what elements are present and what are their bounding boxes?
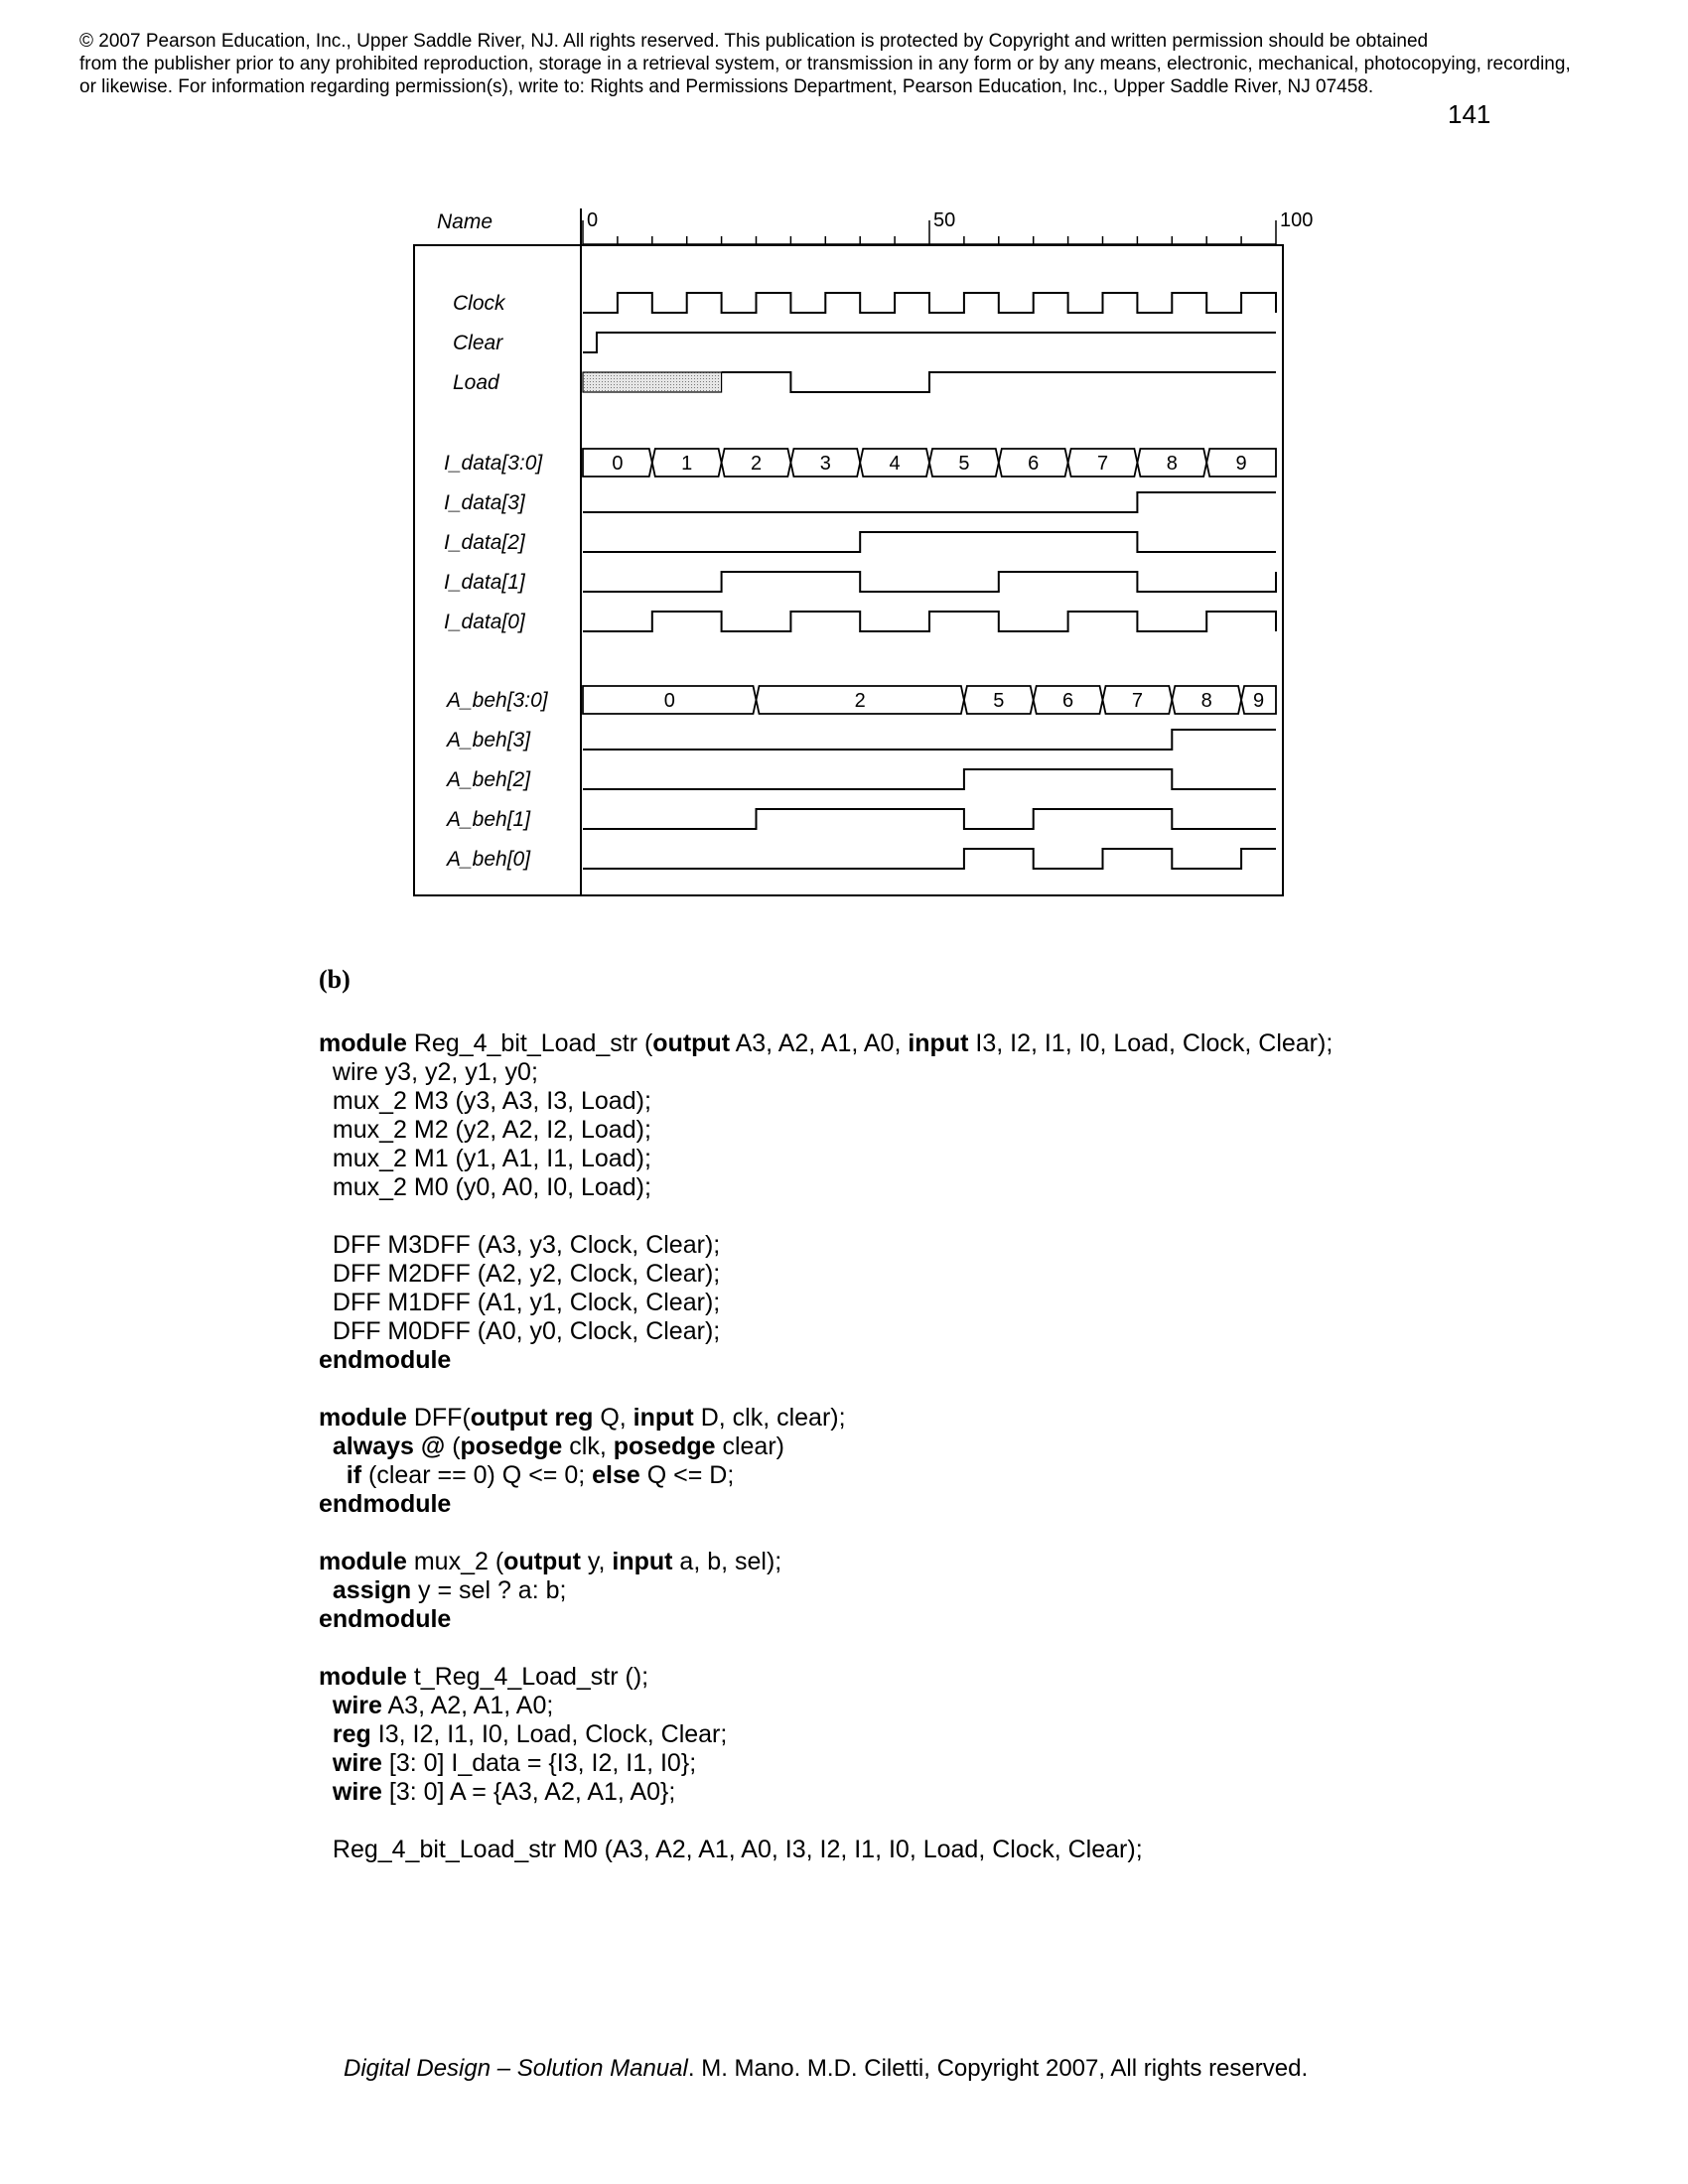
- code-text: DFF M0DFF (A0, y0, Clock, Clear);: [319, 1317, 721, 1345]
- code-text: mux_2 M1 (y1, A1, I1, Load);: [319, 1145, 651, 1172]
- code-line: [319, 1576, 1649, 1605]
- code-blank-line: [319, 1807, 1649, 1836]
- code-text: A3, A2, A1, A0;: [381, 1692, 554, 1719]
- code-line: [319, 1749, 1649, 1778]
- signal-name: I_data[3:0]: [444, 452, 543, 475]
- code-text: [3: 0] A = {A3, A2, A1, A0};: [381, 1778, 676, 1806]
- footer-credit: . M. Mano. M.D. Ciletti, Copyright 2007, All rights reserved.: [687, 2055, 1309, 2082]
- code-line: [319, 1346, 1649, 1375]
- signal-name: A_beh[3:0]: [447, 689, 548, 712]
- code-text: mux_2 M0 (y0, A0, I0, Load);: [319, 1173, 651, 1201]
- bus-value-label: 2: [854, 690, 866, 712]
- code-text: Q <= D;: [639, 1461, 735, 1489]
- footer-book-title: Digital Design – Solution Manual: [344, 2055, 688, 2082]
- code-text: D, clk, clear);: [693, 1404, 846, 1432]
- code-line: [319, 1029, 1649, 1058]
- timing-diagram: [0, 0, 1688, 923]
- code-line: [319, 1231, 1649, 1260]
- clock-waveform: [583, 293, 1276, 313]
- code-text: t_Reg_4_Load_str ();: [406, 1663, 649, 1691]
- code-text: A3, A2, A1, A0,: [730, 1029, 909, 1057]
- bus-value-label: 0: [612, 453, 624, 475]
- signal-name: A_beh[0]: [447, 848, 531, 871]
- code-line: [319, 1692, 1649, 1720]
- code-text: I3, I2, I1, I0, Load, Clock, Clear;: [370, 1720, 728, 1748]
- code-blank-line: [319, 1202, 1649, 1231]
- bit-waveform: [583, 333, 1276, 352]
- signal-name: A_beh[1]: [447, 808, 531, 831]
- code-keyword: module: [319, 1548, 407, 1575]
- code-text: clear): [715, 1433, 784, 1460]
- signal-name: A_beh[2]: [447, 768, 531, 791]
- bus-value-label: 1: [681, 453, 693, 475]
- bit-waveform: [583, 730, 1276, 750]
- code-blank-line: [319, 1634, 1649, 1663]
- name-column-header: Name: [437, 210, 493, 233]
- code-text: [319, 1692, 333, 1719]
- code-keyword: if: [346, 1461, 362, 1489]
- code-line: [319, 1317, 1649, 1346]
- bus-value-label: 7: [1096, 453, 1109, 475]
- code-keyword: reg: [332, 1720, 371, 1748]
- bus-value-label: 7: [1131, 690, 1143, 712]
- code-keyword: posedge: [460, 1433, 563, 1460]
- bus-value-label: 8: [1200, 690, 1212, 712]
- code-text: (: [445, 1433, 461, 1460]
- signal-name: A_beh[3]: [447, 729, 531, 751]
- code-line: [319, 1433, 1649, 1461]
- bus-value-label: 5: [993, 690, 1005, 712]
- code-text: a, b, sel);: [672, 1548, 782, 1575]
- code-text: [319, 1576, 333, 1604]
- code-keyword: input: [612, 1548, 673, 1575]
- code-text: Reg_4_bit_Load_str M0 (A3, A2, A1, A0, I3, I2, I1, I0, Load, Clock, Clear);: [319, 1836, 1143, 1863]
- code-line: [319, 1116, 1649, 1145]
- code-keyword: output: [652, 1029, 731, 1057]
- bit-waveform: [583, 532, 1276, 552]
- bus-value-label: 9: [1235, 453, 1247, 475]
- code-text: y,: [580, 1548, 613, 1575]
- code-text: Q,: [593, 1404, 633, 1432]
- code-keyword: endmodule: [319, 1490, 452, 1518]
- bit-waveform: [583, 612, 1276, 631]
- signal-name: I_data[1]: [444, 571, 525, 594]
- section-label: (b): [319, 965, 351, 994]
- code-keyword: output: [503, 1548, 581, 1575]
- code-keyword: module: [319, 1029, 407, 1057]
- code-line: [319, 1605, 1649, 1634]
- code-keyword: endmodule: [319, 1346, 452, 1374]
- code-text: I3, I2, I1, I0, Load, Clock, Clear);: [968, 1029, 1334, 1057]
- bit-waveform: [583, 809, 1276, 829]
- copyright-line: © 2007 Pearson Education, Inc., Upper Saddle River, NJ. All rights reserved. This publication is protected by Copyright and written permission should be obtained: [79, 31, 1429, 52]
- code-keyword: input: [908, 1029, 969, 1057]
- bus-value-label: 5: [958, 453, 970, 475]
- tick-label: 100: [1280, 209, 1314, 231]
- bus-value-label: 0: [663, 690, 675, 712]
- code-text: (clear == 0) Q <= 0;: [361, 1461, 593, 1489]
- signal-name: Clear: [453, 332, 503, 354]
- code-text: DFF(: [406, 1404, 471, 1432]
- code-line: [319, 1663, 1649, 1692]
- code-line: [319, 1087, 1649, 1116]
- bus-value-label: 6: [1062, 690, 1074, 712]
- signal-name: Clock: [453, 292, 505, 315]
- copyright-line: or likewise. For information regarding permission(s), write to: Rights and Permissions Department, Pearson Education, Inc., Upper Saddle River, NJ 07458.: [79, 76, 1374, 97]
- code-blank-line: [319, 1375, 1649, 1404]
- code-line: [319, 1404, 1649, 1433]
- signal-name: I_data[2]: [444, 531, 525, 554]
- tick-label: 50: [933, 209, 956, 231]
- code-keyword: posedge: [613, 1433, 716, 1460]
- signal-name: I_data[0]: [444, 611, 525, 633]
- code-text: mux_2 M2 (y2, A2, I2, Load);: [319, 1116, 651, 1144]
- code-line: [319, 1289, 1649, 1317]
- code-text: DFF M3DFF (A3, y3, Clock, Clear);: [319, 1231, 721, 1259]
- bit-waveform: [583, 769, 1276, 789]
- code-line: [319, 1145, 1649, 1173]
- signal-name: I_data[3]: [444, 491, 525, 514]
- page-number: 141: [1448, 99, 1491, 129]
- code-keyword: wire: [332, 1749, 382, 1777]
- bit-waveform: [583, 849, 1276, 869]
- code-keyword: always @: [332, 1433, 446, 1460]
- code-text: wire y3, y2, y1, y0;: [319, 1058, 538, 1086]
- code-text: mux_2 (: [406, 1548, 504, 1575]
- unknown-value-region: [583, 372, 722, 392]
- tick-label: 0: [587, 209, 599, 231]
- code-line: [319, 1260, 1649, 1289]
- bus-value-label: 4: [889, 453, 901, 475]
- code-text: Reg_4_bit_Load_str (: [406, 1029, 653, 1057]
- code-text: [319, 1720, 333, 1748]
- code-keyword: assign: [332, 1576, 412, 1604]
- code-line: [319, 1836, 1649, 1864]
- diagram-frame: [414, 245, 1283, 895]
- code-line: [319, 1720, 1649, 1749]
- code-keyword: module: [319, 1404, 407, 1432]
- bus-value-label: 2: [750, 453, 763, 475]
- code-text: clk,: [562, 1433, 614, 1460]
- code-text: [319, 1461, 347, 1489]
- bit-waveform: [583, 492, 1276, 512]
- bus-value-label: 8: [1166, 453, 1178, 475]
- code-keyword: wire: [332, 1778, 382, 1806]
- code-text: [319, 1778, 333, 1806]
- signal-name: Load: [453, 371, 499, 394]
- code-keyword: endmodule: [319, 1605, 452, 1633]
- code-text: y = sel ? a: b;: [411, 1576, 567, 1604]
- code-keyword: input: [633, 1404, 694, 1432]
- code-line: [319, 1778, 1649, 1807]
- code-text: DFF M1DFF (A1, y1, Clock, Clear);: [319, 1289, 721, 1316]
- code-line: [319, 1173, 1649, 1202]
- code-line: [319, 1461, 1649, 1490]
- bus-value-label: 9: [1252, 690, 1265, 712]
- copyright-line: from the publisher prior to any prohibited reproduction, storage in a retrieval system, or transmission in any form or by any means, electronic, mechanical, photocopying, recording,: [79, 54, 1571, 74]
- code-text: DFF M2DFF (A2, y2, Clock, Clear);: [319, 1260, 721, 1288]
- bit-waveform: [583, 572, 1276, 592]
- code-keyword: else: [592, 1461, 640, 1489]
- code-keyword: output reg: [470, 1404, 594, 1432]
- bit-waveform: [722, 372, 1276, 392]
- code-blank-line: [319, 1519, 1649, 1548]
- code-text: [3: 0] I_data = {I3, I2, I1, I0};: [381, 1749, 697, 1777]
- bus-value-label: 6: [1028, 453, 1040, 475]
- code-keyword: module: [319, 1663, 407, 1691]
- bus-value-label: 3: [819, 453, 831, 475]
- page-footer: [344, 2055, 1308, 2083]
- code-text: [319, 1433, 333, 1460]
- code-line: [319, 1548, 1649, 1576]
- code-text: [319, 1749, 333, 1777]
- code-keyword: wire: [332, 1692, 382, 1719]
- verilog-code-listing: [319, 1029, 1649, 1864]
- code-line: [319, 1058, 1649, 1087]
- code-line: [319, 1490, 1649, 1519]
- code-text: mux_2 M3 (y3, A3, I3, Load);: [319, 1087, 651, 1115]
